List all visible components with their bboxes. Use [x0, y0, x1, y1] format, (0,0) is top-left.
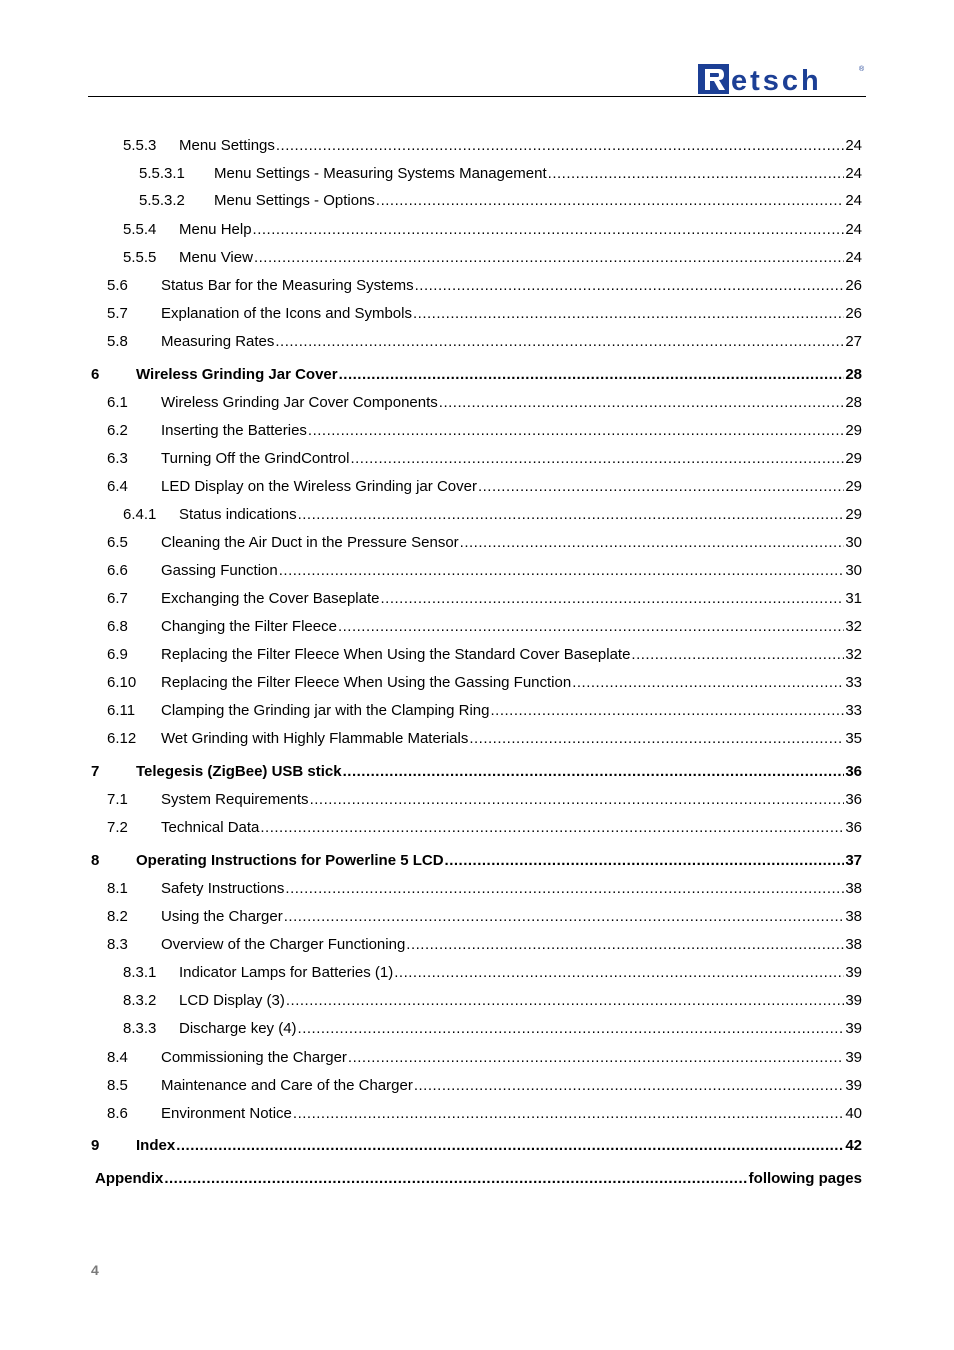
toc-entry[interactable] [107, 1104, 862, 1124]
toc-entry-title: Safety Instructions [161, 880, 285, 897]
toc-dot-leader [572, 673, 844, 693]
toc-dot-leader [253, 220, 845, 240]
toc-entry-body [161, 729, 862, 749]
toc-entry-body [161, 477, 862, 497]
toc-entry-body [161, 701, 862, 721]
toc-entry-number: 6.4 [107, 478, 128, 495]
toc-entry-number: 6.6 [107, 562, 128, 579]
toc-entry-title: Commissioning the Charger [161, 1049, 347, 1066]
toc-entry-title: System Requirements [161, 791, 309, 808]
toc-entry-title: Discharge key (4) [179, 1020, 297, 1037]
toc-entry-number: 8.5 [107, 1077, 128, 1094]
toc-entry-body [161, 561, 862, 581]
toc-entry[interactable] [107, 1048, 862, 1068]
toc-entry-page: 26 [845, 305, 862, 322]
toc-entry-number: 6.1 [107, 394, 128, 411]
toc-entry-page: following pages [748, 1170, 862, 1187]
toc-dot-leader [348, 1048, 844, 1068]
toc-entry-number: 6.4.1 [123, 506, 157, 523]
toc-entry-page: 30 [845, 534, 862, 551]
toc-dot-leader [548, 164, 845, 184]
toc-entry-page: 40 [845, 1105, 862, 1122]
toc-entry-body [161, 1104, 862, 1124]
toc-entry-number: 6.5 [107, 534, 128, 551]
toc-entry-title: Menu View [179, 249, 253, 266]
toc-entry[interactable] [107, 617, 862, 637]
toc-entry-body [161, 1076, 862, 1096]
toc-entry-number: 6.12 [107, 730, 137, 747]
toc-dot-leader [406, 935, 844, 955]
toc-entry[interactable] [107, 790, 862, 810]
toc-dot-leader [275, 332, 844, 352]
toc-entry-body [179, 1019, 862, 1039]
toc-dot-leader [343, 762, 845, 782]
page-number: 4 [91, 1262, 99, 1278]
toc-entry-body [161, 935, 862, 955]
toc-entry-number: 6.9 [107, 646, 128, 663]
toc-entry-number: 8.3.2 [123, 992, 157, 1009]
toc-entry-body [161, 533, 862, 553]
toc-dot-leader [293, 1104, 844, 1124]
toc-entry-body [161, 393, 862, 413]
toc-entry-title: Index [136, 1137, 176, 1154]
toc-dot-leader [286, 991, 844, 1011]
toc-entry-page: 35 [845, 730, 862, 747]
toc-entry[interactable] [107, 673, 862, 693]
toc-entry-number: 6 [91, 366, 100, 383]
toc-dot-leader [338, 617, 844, 637]
toc-entry-title: Maintenance and Care of the Charger [161, 1077, 413, 1094]
toc-entry-page: 29 [845, 506, 862, 523]
toc-dot-leader [350, 449, 844, 469]
toc-entry-body [136, 1136, 862, 1156]
toc-entry[interactable] [123, 1019, 862, 1039]
toc-entry-page: 39 [845, 992, 862, 1009]
toc-dot-leader [631, 645, 844, 665]
toc-entry-number: 8.1 [107, 880, 128, 897]
toc-entry-page: 26 [845, 277, 862, 294]
toc-dot-leader [439, 393, 845, 413]
toc-dot-leader [415, 276, 845, 296]
toc-entry-number: 9 [91, 1137, 100, 1154]
toc-entry[interactable] [107, 818, 862, 838]
toc-entry-body [179, 991, 862, 1011]
toc-dot-leader [460, 533, 845, 553]
toc-entry-title: Replacing the Filter Fleece When Using the Standard Cover Baseplate [161, 646, 631, 663]
toc-dot-leader [254, 248, 844, 268]
toc-entry-body [161, 645, 862, 665]
toc-entry-page: 36 [845, 791, 862, 808]
toc-entry-page: 32 [845, 646, 862, 663]
toc-entry-body [179, 963, 862, 983]
toc-entry-title: Operating Instructions for Powerline 5 LCD [136, 852, 444, 869]
toc-dot-leader [164, 1169, 747, 1189]
toc-entry-number: 8.3.1 [123, 964, 157, 981]
toc-entry[interactable] [107, 477, 862, 497]
toc-entry-number: 5.8 [107, 333, 128, 350]
toc-entry-page: 30 [845, 562, 862, 579]
toc-entry-body [179, 248, 862, 268]
toc-entry-page: 24 [845, 249, 862, 266]
toc-dot-leader [413, 304, 844, 324]
toc-entry[interactable] [123, 963, 862, 983]
toc-entry-body [161, 818, 862, 838]
toc-entry-page: 29 [845, 422, 862, 439]
toc-entry[interactable] [107, 304, 862, 324]
toc-entry-title: LCD Display (3) [179, 992, 285, 1009]
toc-entry-page: 39 [845, 964, 862, 981]
toc-entry[interactable] [107, 907, 862, 927]
toc-entry-body [136, 851, 862, 871]
toc-dot-leader [298, 505, 845, 525]
toc-dot-leader [445, 851, 845, 871]
toc-entry-page: 38 [845, 908, 862, 925]
toc-entry-title: Menu Settings - Options [214, 192, 375, 209]
toc-entry-title: Clamping the Grinding jar with the Clamping Ring [161, 702, 490, 719]
toc-entry-number: 8.2 [107, 908, 128, 925]
toc-entry-number: 8.3 [107, 936, 128, 953]
toc-entry-title: Environment Notice [161, 1105, 292, 1122]
toc-entry-body [179, 136, 862, 156]
toc-entry[interactable] [91, 1136, 862, 1156]
toc-dot-leader [491, 701, 845, 721]
toc-entry-title: Gassing Function [161, 562, 278, 579]
toc-entry-page: 27 [845, 333, 862, 350]
toc-entry[interactable] [107, 729, 862, 749]
toc-entry[interactable] [107, 935, 862, 955]
toc-entry-body [214, 191, 862, 211]
toc-entry-page: 39 [845, 1020, 862, 1037]
toc-entry-title: Overview of the Charger Functioning [161, 936, 406, 953]
toc-entry-body [161, 617, 862, 637]
toc-dot-leader [376, 191, 844, 211]
toc-entry-number: 6.2 [107, 422, 128, 439]
toc-entry-title: Using the Charger [161, 908, 283, 925]
toc-entry-body [95, 1169, 862, 1189]
toc-entry-title: LED Display on the Wireless Grinding jar Cover [161, 478, 477, 495]
toc-entry[interactable] [123, 136, 862, 156]
toc-entry-page: 38 [845, 936, 862, 953]
toc-entry-number: 6.10 [107, 674, 137, 691]
toc-entry-body [161, 449, 862, 469]
toc-entry[interactable] [107, 533, 862, 553]
toc-entry[interactable] [107, 449, 862, 469]
toc-entry-body [161, 304, 862, 324]
toc-dot-leader [276, 136, 844, 156]
toc-entry[interactable] [107, 276, 862, 296]
toc-entry-number: 5.6 [107, 277, 128, 294]
toc-entry[interactable] [91, 365, 862, 385]
toc-dot-leader [339, 365, 845, 385]
toc-entry-page: 24 [845, 221, 862, 238]
toc-entry-body [136, 762, 862, 782]
toc-entry-page: 37 [845, 852, 862, 869]
toc-entry-body [161, 421, 862, 441]
toc-entry-number: 8.3.3 [123, 1020, 157, 1037]
toc-entry[interactable] [107, 421, 862, 441]
toc-entry-body [161, 673, 862, 693]
toc-entry-title: Menu Help [179, 221, 252, 238]
toc-entry-number: 5.7 [107, 305, 128, 322]
toc-entry-title: Inserting the Batteries [161, 422, 307, 439]
toc-entry[interactable] [139, 191, 862, 211]
toc-entry-page: 29 [845, 450, 862, 467]
toc-entry-body [161, 589, 862, 609]
toc-entry-body [161, 1048, 862, 1068]
toc-entry-number: 5.5.3.1 [139, 165, 185, 182]
toc-entry-body [136, 365, 862, 385]
toc-entry[interactable] [107, 561, 862, 581]
toc-entry-title: Telegesis (ZigBee) USB stick [136, 763, 342, 780]
toc-entry[interactable] [123, 248, 862, 268]
toc-entry-page: 36 [845, 763, 862, 780]
toc-entry[interactable] [139, 164, 862, 184]
toc-entry[interactable] [95, 1169, 862, 1189]
toc-entry-body [179, 220, 862, 240]
toc-entry-title: Exchanging the Cover Baseplate [161, 590, 380, 607]
toc-entry-page: 32 [845, 618, 862, 635]
toc-entry-number: 8 [91, 852, 100, 869]
toc-dot-leader [414, 1076, 844, 1096]
toc-entry-page: 36 [845, 819, 862, 836]
toc-dot-leader [285, 879, 844, 899]
toc-dot-leader [298, 1019, 845, 1039]
toc-dot-leader [478, 477, 844, 497]
toc-entry-page: 42 [845, 1137, 862, 1154]
toc-entry-page: 24 [845, 137, 862, 154]
toc-dot-leader [260, 818, 844, 838]
toc-entry-title: Menu Settings - Measuring Systems Management [214, 165, 547, 182]
toc-entry[interactable] [107, 393, 862, 413]
registered-mark: ® [859, 66, 865, 73]
toc-entry-title: Turning Off the GrindControl [161, 450, 350, 467]
toc-entry-title: Appendix [95, 1170, 164, 1187]
toc-dot-leader [279, 561, 845, 581]
toc-entry-title: Measuring Rates [161, 333, 275, 350]
toc-entry-page: 39 [845, 1049, 862, 1066]
toc-entry-number: 6.3 [107, 450, 128, 467]
toc-entry-page: 28 [845, 394, 862, 411]
toc-dot-leader [394, 963, 844, 983]
toc-entry[interactable] [107, 1076, 862, 1096]
toc-entry-page: 31 [845, 590, 862, 607]
logo-wordmark: etsch [731, 65, 822, 96]
toc-entry-title: Wireless Grinding Jar Cover Components [161, 394, 438, 411]
toc-entry-number: 5.5.3.2 [139, 192, 185, 209]
toc-entry[interactable] [123, 220, 862, 240]
toc-dot-leader [469, 729, 844, 749]
toc-entry-page: 24 [845, 192, 862, 209]
toc-entry[interactable] [107, 879, 862, 899]
toc-entry[interactable] [123, 991, 862, 1011]
toc-entry-title: Wireless Grinding Jar Cover [136, 366, 338, 383]
toc-entry-title: Wet Grinding with Highly Flammable Materials [161, 730, 469, 747]
toc-entry-number: 5.5.3 [123, 137, 157, 154]
toc-entry[interactable] [91, 762, 862, 782]
toc-entry-title: Menu Settings [179, 137, 275, 154]
toc-entry-number: 6.11 [107, 702, 136, 719]
toc-entry-body [161, 332, 862, 352]
toc-entry-body [179, 505, 862, 525]
toc-dot-leader [380, 589, 844, 609]
toc-entry-page: 28 [845, 366, 862, 383]
toc-dot-leader [308, 421, 844, 441]
toc-entry[interactable] [107, 332, 862, 352]
toc-entry-number: 6.7 [107, 590, 128, 607]
toc-entry-number: 7.2 [107, 819, 128, 836]
toc-entry[interactable] [123, 505, 862, 525]
toc-entry-title: Replacing the Filter Fleece When Using the Gassing Function [161, 674, 572, 691]
toc-dot-leader [176, 1136, 844, 1156]
toc-entry-number: 7.1 [107, 791, 128, 808]
toc-entry-number: 7 [91, 763, 100, 780]
toc-dot-leader [310, 790, 845, 810]
toc-entry-title: Indicator Lamps for Batteries (1) [179, 964, 394, 981]
toc-entry-page: 38 [845, 880, 862, 897]
toc-entry-title: Technical Data [161, 819, 260, 836]
toc-entry-page: 33 [845, 674, 862, 691]
toc-entry-body [161, 276, 862, 296]
toc-dot-leader [284, 907, 845, 927]
toc-entry-title: Status indications [179, 506, 297, 523]
toc-entry-page: 24 [845, 165, 862, 182]
toc-entry-number: 6.8 [107, 618, 128, 635]
toc-entry[interactable] [107, 645, 862, 665]
toc-entry-title: Status Bar for the Measuring Systems [161, 277, 414, 294]
toc-entry-body [161, 879, 862, 899]
toc-entry[interactable] [107, 701, 862, 721]
toc-entry-title: Explanation of the Icons and Symbols [161, 305, 412, 322]
toc-entry-number: 5.5.5 [123, 249, 157, 266]
toc-entry-number: 8.6 [107, 1105, 128, 1122]
toc-entry[interactable] [107, 589, 862, 609]
toc-entry-page: 39 [845, 1077, 862, 1094]
toc-entry-title: Cleaning the Air Duct in the Pressure Sensor [161, 534, 459, 551]
toc-entry-body [161, 907, 862, 927]
toc-entry-title: Changing the Filter Fleece [161, 618, 337, 635]
toc-entry-page: 33 [845, 702, 862, 719]
toc-entry-page: 29 [845, 478, 862, 495]
toc-entry-number: 8.4 [107, 1049, 128, 1066]
toc-entry-body [214, 164, 862, 184]
toc-entry[interactable] [91, 851, 862, 871]
toc-entry-body [161, 790, 862, 810]
toc-entry-number: 5.5.4 [123, 221, 157, 238]
